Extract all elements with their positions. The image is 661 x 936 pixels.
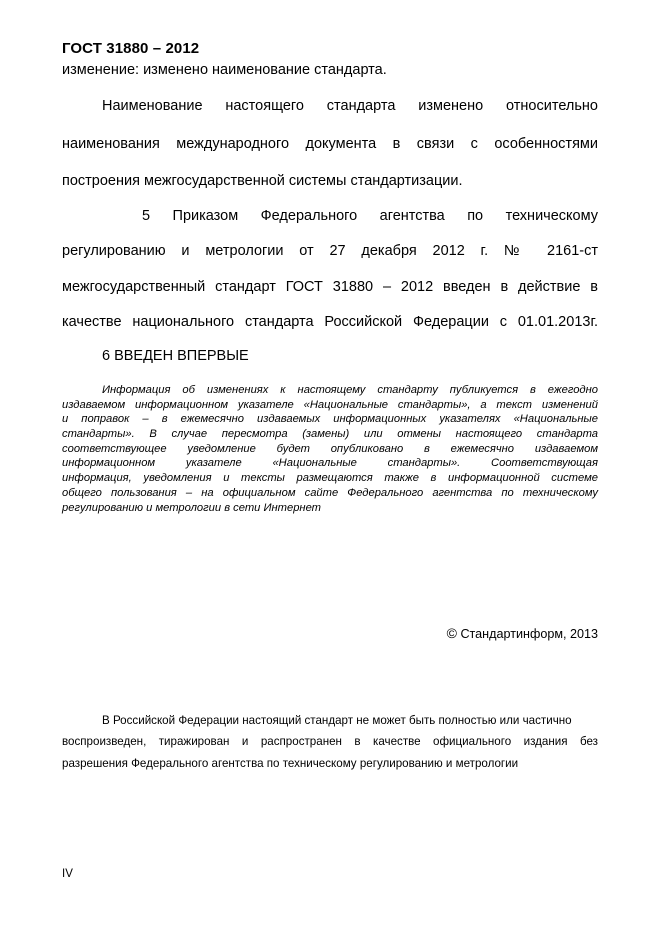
info-note-line-5: соответствующее уведомление будет опубликовано в ежемесячно издаваемом [62,442,598,455]
rights-note-line-3: разрешения Федерального агентства по техническому регулированию и метрологии [62,757,519,770]
info-note-line-9: регулированию и метрологии в сети Интернет [62,501,321,514]
changes-info-note [62,383,598,515]
info-note-line-3: и поправок – в ежемесячно издаваемых информационных указателях «Национальные [62,413,598,426]
info-note-line-6: информационном указателе «Национальные стандарты». Соответствующая [62,457,598,470]
name-change-line-2: наименования международного документа в связи с особенностями [62,136,598,152]
intro-paragraph-tail: изменение: изменено наименование стандарта. [62,62,387,78]
introduced-first-item: 6 ВВЕДЕН ВПЕРВЫЕ [102,348,249,364]
rights-note-line-1: В Российской Федерации настоящий стандарт не может быть полностью или частично [102,714,572,727]
copyright-line [447,625,598,641]
document-code-header: ГОСТ 31880 – 2012 [62,40,200,57]
order-line-4: качестве национального стандарта Российской Федерации с 01.01.2013г. [62,314,598,330]
order-line-1: 5 Приказом Федерального агентства по техническому [142,208,598,224]
info-note-line-8: общего пользования – на официальном сайте Федерального агентства по техническому [62,486,598,499]
copyright-icon: © [446,625,457,641]
info-note-line-7: информация, уведомления и тексты размещаются также в информационной системе [62,472,598,485]
order-line-2: регулированию и метрологии от 27 декабря 2012 г. № 2161-ст [62,243,598,259]
page-number: IV [62,868,73,880]
name-change-line-1: Наименование настоящего стандарта изменено относительно [102,98,598,114]
info-note-line-4: стандарты». В случае пересмотра (замены) или отмены настоящего стандарта [62,428,598,441]
order-line-3: межгосударственный стандарт ГОСТ 31880 – 2012 введен в действие в [62,279,598,295]
copyright-text: Стандартинформ, 2013 [460,627,598,641]
name-change-line-3: построения межгосударственной системы стандартизации. [62,173,463,189]
info-note-line-2: издаваемом информационном указателе «Национальные стандарты», а текст изменений [62,398,598,411]
info-note-line-1: Информация об изменениях к настоящему стандарту публикуется в ежегодно [102,384,598,396]
rights-note-line-2: воспроизведен, тиражирован и распространен в качестве официального издания без [62,735,598,748]
